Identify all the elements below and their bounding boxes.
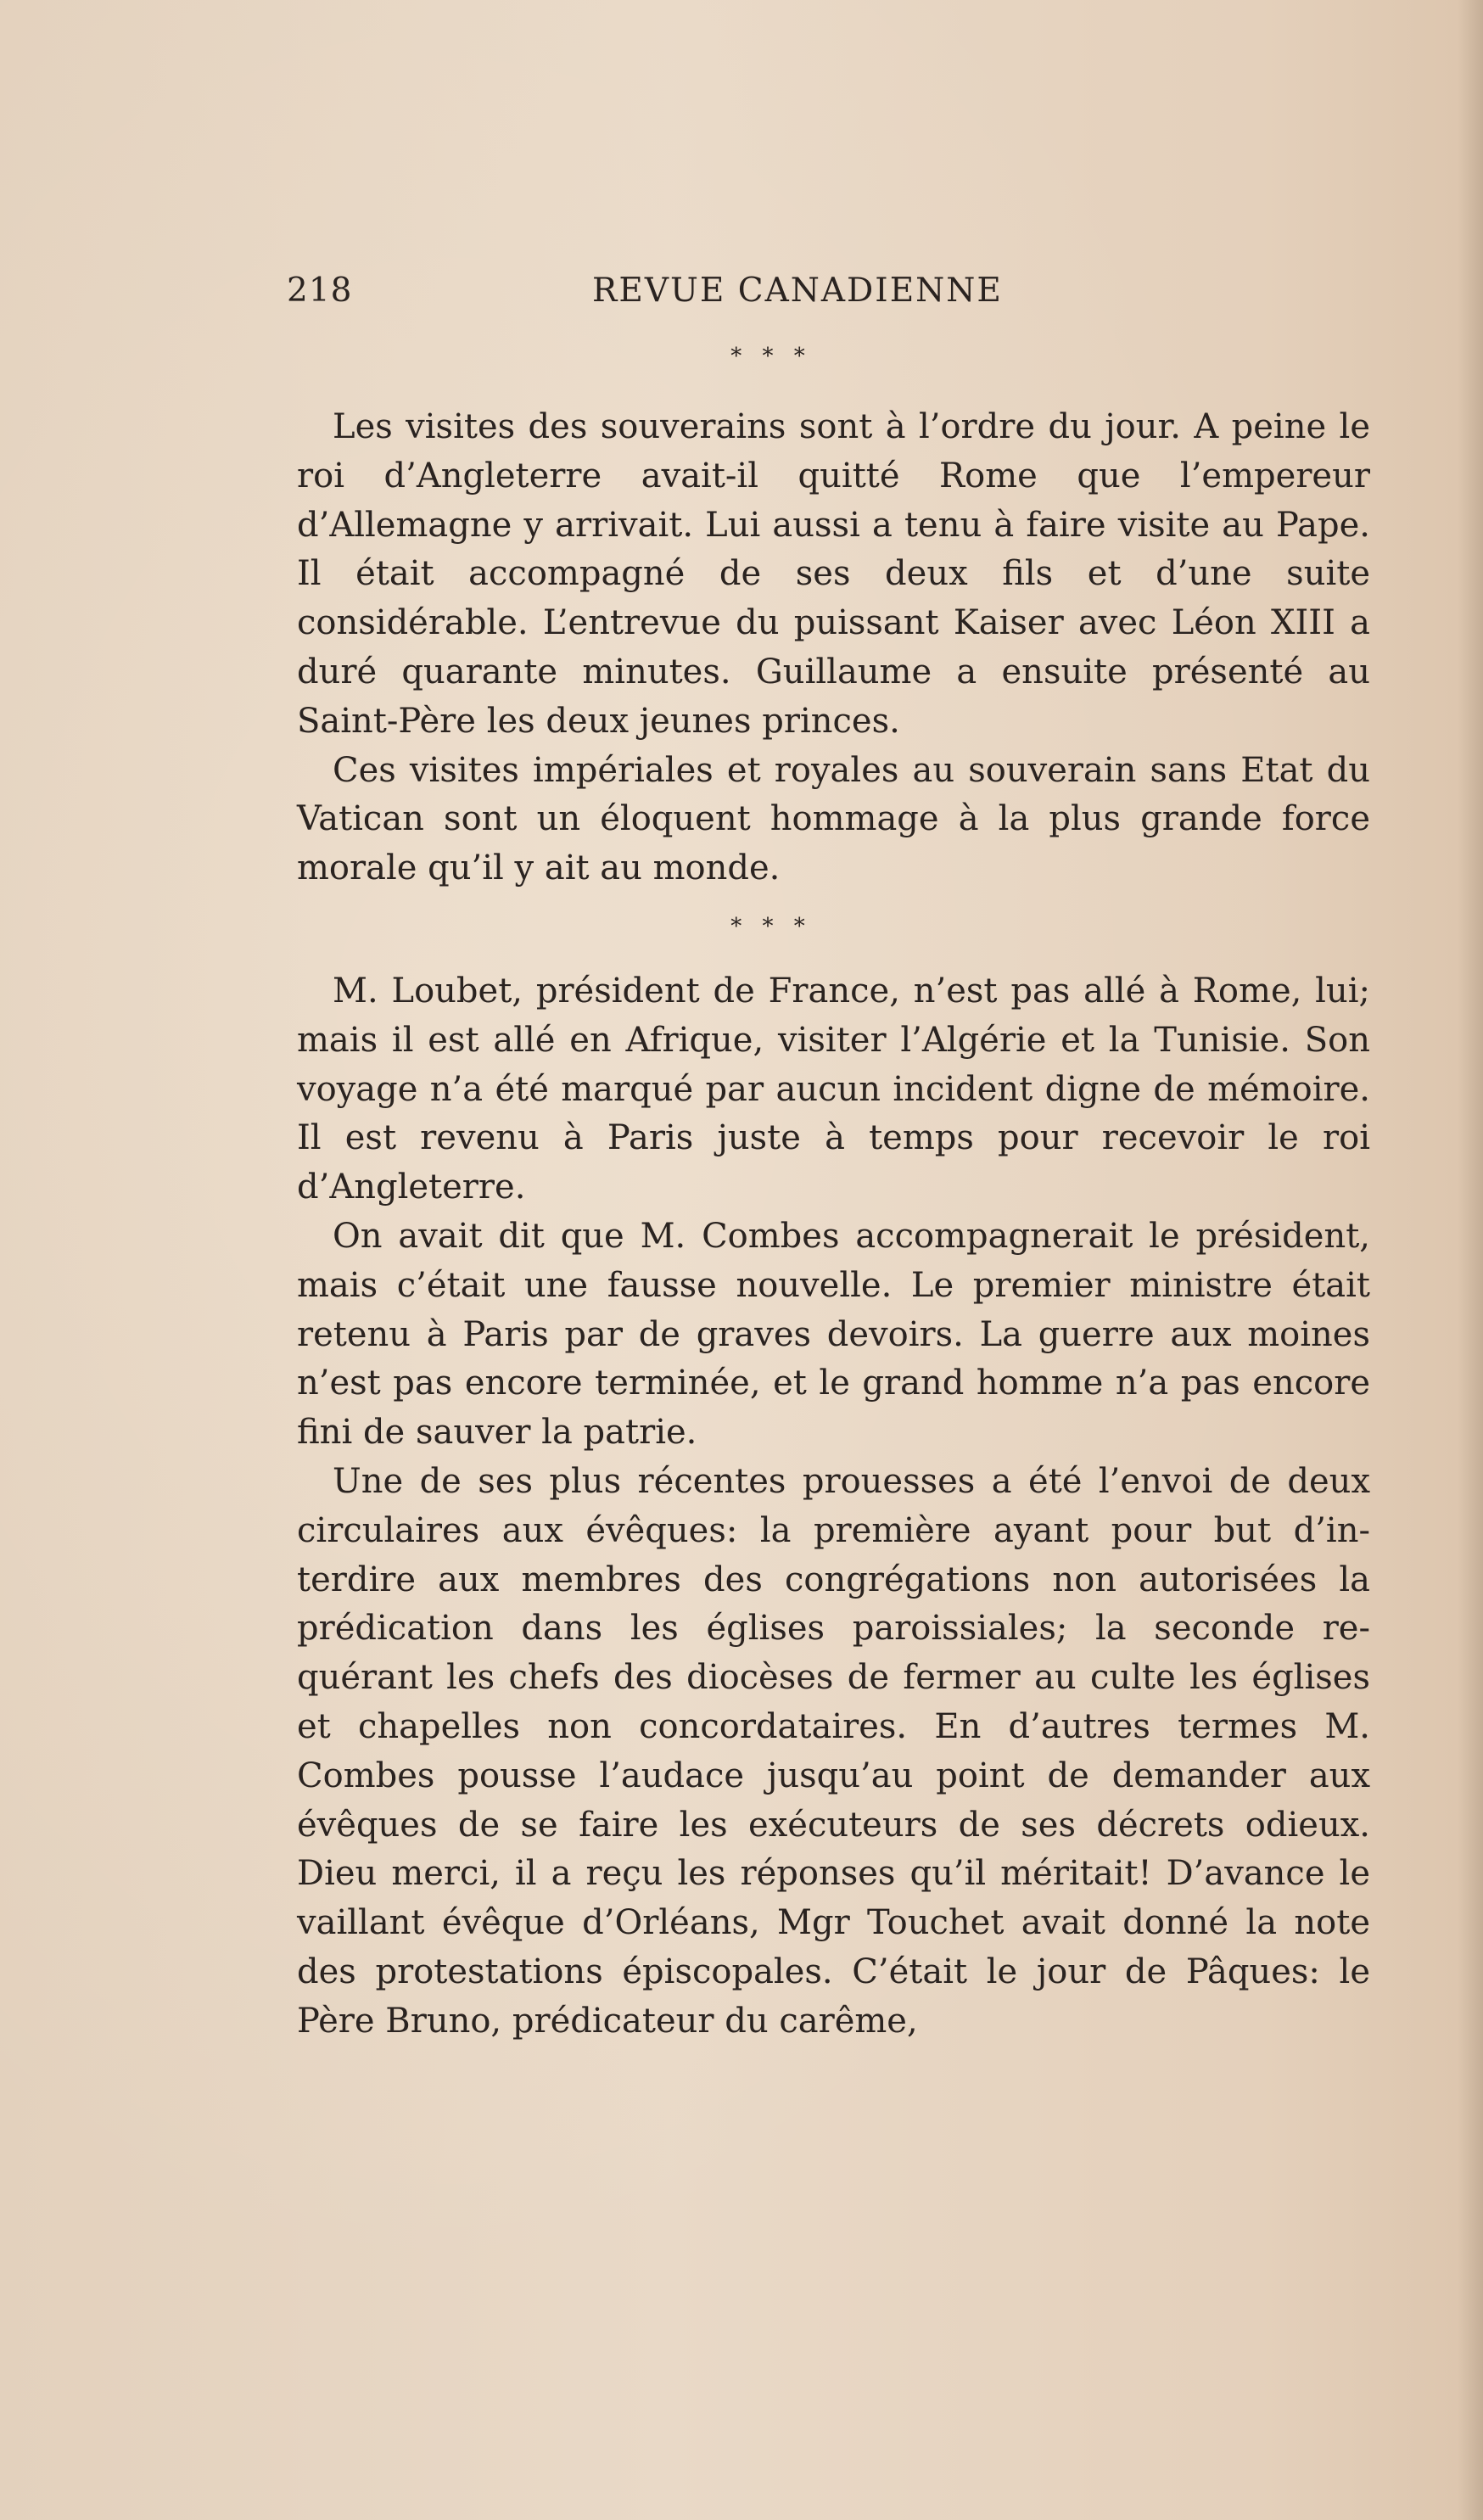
paragraph: Ces visites impériales et royales au souverain sans Etat du Vatican sont un éloquent hommage à la plus grande force morale qu’il y ait au monde. (297, 750, 1370, 888)
running-head (287, 272, 1059, 316)
section-separator: * * * (730, 344, 812, 369)
page-number: 218 (287, 272, 353, 310)
paragraph: M. Loubet, président de France, n’est pas allé à Rome, lui; mais il est allé en Afrique, visiter l’Algérie et la Tunisie. Son voyage n’a été marqué par aucun incident digne de mémoire. Il est revenu à Paris juste à temps pour recevoir le roi d’Angleterre. (297, 972, 1370, 1207)
section-sovereign-visits (297, 403, 1370, 893)
section-loubet-combes (297, 967, 1370, 2047)
journal-title: REVUE CANADIENNE (592, 272, 1003, 310)
paragraph: Les visites des souverains sont à l’ordre du jour. A peine le roi d’Angleterre avait-il quitté Rome que l’empereur d’Allemagne y arrivait. Lui aussi a tenu à faire visite au Pape. Il était accompagné de ses deux fils et d’une suite considérable. L’entrevue du puissant Kaiser avec Léon XIII a duré quarante minutes. Guillaume a ensuite présenté au Saint-Père les deux jeunes princes. (297, 407, 1370, 741)
paragraph: Une de ses plus récentes prouesses a été l’envoi de deux circulaires aux évêques: la première ayant pour but d’interdire aux membres des congrégations non autorisées la prédication dans les églises paroissiales; la seconde requérant les chefs des diocèses de fermer au culte les églises et chapelles non concordataires. En d’autres termes M. Combes pousse l’audace jusqu’au point de demander aux évêques de se faire les exécuteurs de ses décrets odieux. Dieu merci, il a reçu les réponses qu’il méritait! D’avance le vaillant évêque d’Orléans, Mgr Touchet avait donné la note des protestations épiscopales. C’était le jour de Pâques: le Père Bruno, prédicateur du carême, (297, 1461, 1370, 2041)
section-separator: * * * (730, 914, 812, 939)
page-edge-shadow (1458, 0, 1483, 2520)
paragraph: On avait dit que M. Combes accompagnerait le président, mais c’était une fausse nouvelle. Le premier ministre était retenu à Paris par de graves devoirs. La guerre aux moines n’est pas encore terminée, et le grand homme n’a pas encore fini de sauver la patrie. (297, 1216, 1370, 1453)
